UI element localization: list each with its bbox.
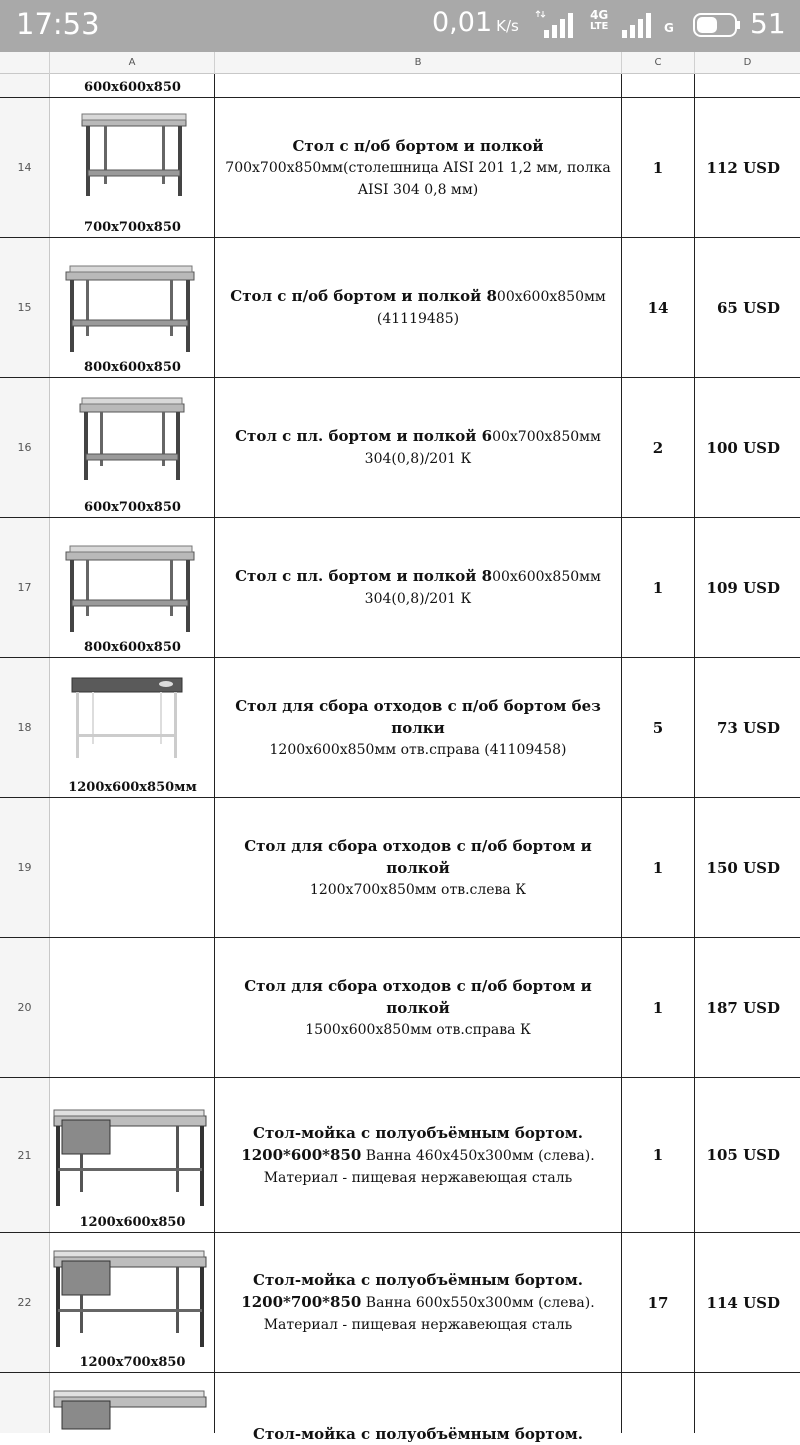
column-header-a[interactable]: A (50, 52, 215, 74)
item-detail: Ванна 460x450x300мм (слева). Материал - пищевая нержавеющая сталь (263, 1147, 595, 1186)
item-detail: Ванна 600x550x300мм (слева). Материал - пищевая нержавеющая сталь (263, 1295, 595, 1333)
item-detail: 00x600x850мм (41119485) (376, 289, 606, 327)
carrier-letter: G (664, 21, 674, 35)
cell-quantity[interactable]: 17 (622, 1233, 695, 1372)
row-number[interactable]: 18 (0, 658, 50, 797)
item-title: Стол-мойка с полуобъёмным бортом. (253, 1123, 583, 1142)
item-title: Стол с пл. бортом и полкой 8 (235, 567, 493, 585)
cell-description[interactable] (215, 658, 622, 797)
column-header-b[interactable]: B (215, 52, 622, 74)
sink-table-image (50, 1108, 210, 1208)
table-row[interactable] (0, 1233, 800, 1373)
corner-cell[interactable] (0, 52, 50, 74)
cell-description[interactable] (215, 1373, 622, 1443)
cell-price[interactable]: 100 USD (706, 438, 780, 457)
cell-image[interactable] (50, 938, 215, 1077)
row-number[interactable]: 22 (0, 1233, 50, 1372)
table-row[interactable] (0, 378, 800, 518)
item-detail: 1200x700x850мм отв.слева К (309, 881, 527, 898)
cell-description[interactable] (215, 938, 622, 1077)
image-caption: 1200x600x850 (79, 1215, 186, 1230)
cell-image[interactable] (50, 518, 215, 657)
cell-price[interactable] (695, 74, 800, 97)
image-caption: 1200x600x850мм (68, 780, 197, 795)
item-title: Стол для сбора отходов с п/об бортом без полки (235, 696, 601, 737)
cell-price[interactable]: 150 USD (706, 858, 780, 877)
row-number[interactable]: 16 (0, 378, 50, 517)
column-header-d[interactable]: D (743, 57, 752, 68)
sink-table-image (50, 1389, 210, 1429)
cell-description[interactable] (215, 798, 622, 937)
cell-description[interactable] (215, 238, 622, 377)
item-title: Стол с п/об бортом и полкой (292, 136, 544, 155)
row-number[interactable] (0, 1373, 50, 1433)
cell-price[interactable] (695, 1373, 800, 1433)
item-title: Стол-мойка с полуобъёмным бортом. (253, 1425, 583, 1443)
steel-table-image (72, 396, 192, 486)
table-row[interactable] (0, 658, 800, 798)
table-row[interactable] (0, 798, 800, 938)
cell-image[interactable] (50, 1233, 215, 1372)
signal-icon-2 (620, 12, 652, 38)
cell-price[interactable]: 112 USD (706, 158, 780, 177)
image-caption: 600x700x850 (84, 500, 181, 515)
row-number[interactable]: 17 (0, 518, 50, 657)
cell-quantity[interactable]: 5 (622, 658, 695, 797)
network-speed: 0,01 K/s (432, 7, 519, 38)
cell-image[interactable] (50, 74, 215, 97)
cell-quantity[interactable] (622, 74, 695, 97)
image-caption: 600x600x850 (84, 80, 181, 95)
cell-description[interactable] (215, 1233, 622, 1372)
cell-image[interactable] (50, 1373, 215, 1433)
cell-quantity[interactable]: 14 (622, 238, 695, 377)
row-number[interactable]: 15 (0, 238, 50, 377)
table-row[interactable] (0, 1373, 800, 1443)
cell-quantity[interactable]: 2 (622, 378, 695, 517)
item-detail: 00x600x850мм 304(0,8)/201 К (364, 569, 601, 607)
table-row[interactable] (0, 98, 800, 238)
cell-price[interactable]: 109 USD (706, 578, 780, 597)
cell-quantity[interactable]: 1 (622, 518, 695, 657)
item-detail: 1500x600x850мм отв.справа К (305, 1021, 531, 1038)
signal-icon (542, 12, 574, 38)
cell-quantity[interactable]: 1 (622, 98, 695, 237)
row-number[interactable]: 21 (0, 1078, 50, 1232)
item-title: Стол-мойка с полуобъёмным бортом. (253, 1271, 583, 1289)
image-caption: 800x600x850 (84, 360, 181, 375)
cell-price[interactable]: 65 USD (716, 298, 780, 317)
item-title: Стол для сбора отходов с п/об бортом и полкой (244, 836, 592, 877)
cell-quantity[interactable]: 1 (622, 938, 695, 1077)
item-title: Стол с пл. бортом и полкой 6 (235, 427, 493, 445)
row-number[interactable] (0, 74, 50, 97)
table-row[interactable] (0, 938, 800, 1078)
table-row[interactable] (0, 1078, 800, 1233)
clock: 17:53 (16, 7, 100, 41)
row-number[interactable]: 19 (0, 798, 50, 937)
steel-table-image (60, 544, 200, 634)
row-number[interactable]: 20 (0, 938, 50, 1077)
table-row[interactable] (0, 518, 800, 658)
cell-description[interactable] (215, 98, 622, 237)
cell-image[interactable] (50, 378, 215, 517)
item-detail: 700x700x850мм(столешница AISI 201 1,2 мм, полка AISI 304 0,8 мм) (225, 159, 611, 198)
image-caption: 1200x700x850 (79, 1355, 186, 1370)
item-title: Стол для сбора отходов с п/об бортом и полкой (244, 976, 592, 1017)
cell-price[interactable]: 114 USD (706, 1293, 780, 1312)
battery-level: 51 (750, 7, 786, 40)
cell-quantity[interactable] (622, 1373, 695, 1433)
image-caption: 800x600x850 (84, 640, 181, 655)
cell-image[interactable] (50, 1078, 215, 1232)
item-size: 1200*700*850 (241, 1293, 362, 1311)
table-row[interactable] (0, 74, 800, 98)
cell-price[interactable]: 187 USD (706, 998, 780, 1017)
item-detail: 00x700x850мм 304(0,8)/201 К (364, 429, 601, 467)
cell-image[interactable] (50, 238, 215, 377)
battery-icon (693, 12, 741, 38)
waste-table-image (68, 674, 188, 764)
cell-quantity[interactable]: 1 (622, 798, 695, 937)
sink-table-image (50, 1249, 210, 1349)
cell-description[interactable] (215, 74, 622, 97)
network-type: 4G LTE (590, 8, 609, 32)
steel-table-image (60, 264, 200, 354)
cell-image[interactable] (50, 798, 215, 937)
steel-table-image (64, 112, 204, 202)
cell-image[interactable] (50, 658, 215, 797)
cell-description[interactable] (215, 518, 622, 657)
table-row[interactable] (0, 238, 800, 378)
cell-price[interactable]: 105 USD (706, 1146, 780, 1164)
column-header-row (0, 52, 800, 74)
image-caption: 700x700x850 (84, 220, 181, 235)
status-bar (0, 0, 800, 52)
cell-description[interactable] (215, 378, 622, 517)
cell-quantity[interactable]: 1 (622, 1078, 695, 1232)
cell-price[interactable]: 73 USD (716, 718, 780, 737)
row-number[interactable]: 14 (0, 98, 50, 237)
column-header-c[interactable]: C (622, 52, 695, 74)
item-title: Стол с п/об бортом и полкой 8 (230, 287, 497, 305)
cell-description[interactable] (215, 1078, 622, 1232)
item-size: 1200*600*850 (241, 1145, 362, 1164)
item-detail: 1200x600x850мм отв.справа (41109458) (269, 741, 567, 758)
cell-image[interactable] (50, 98, 215, 237)
